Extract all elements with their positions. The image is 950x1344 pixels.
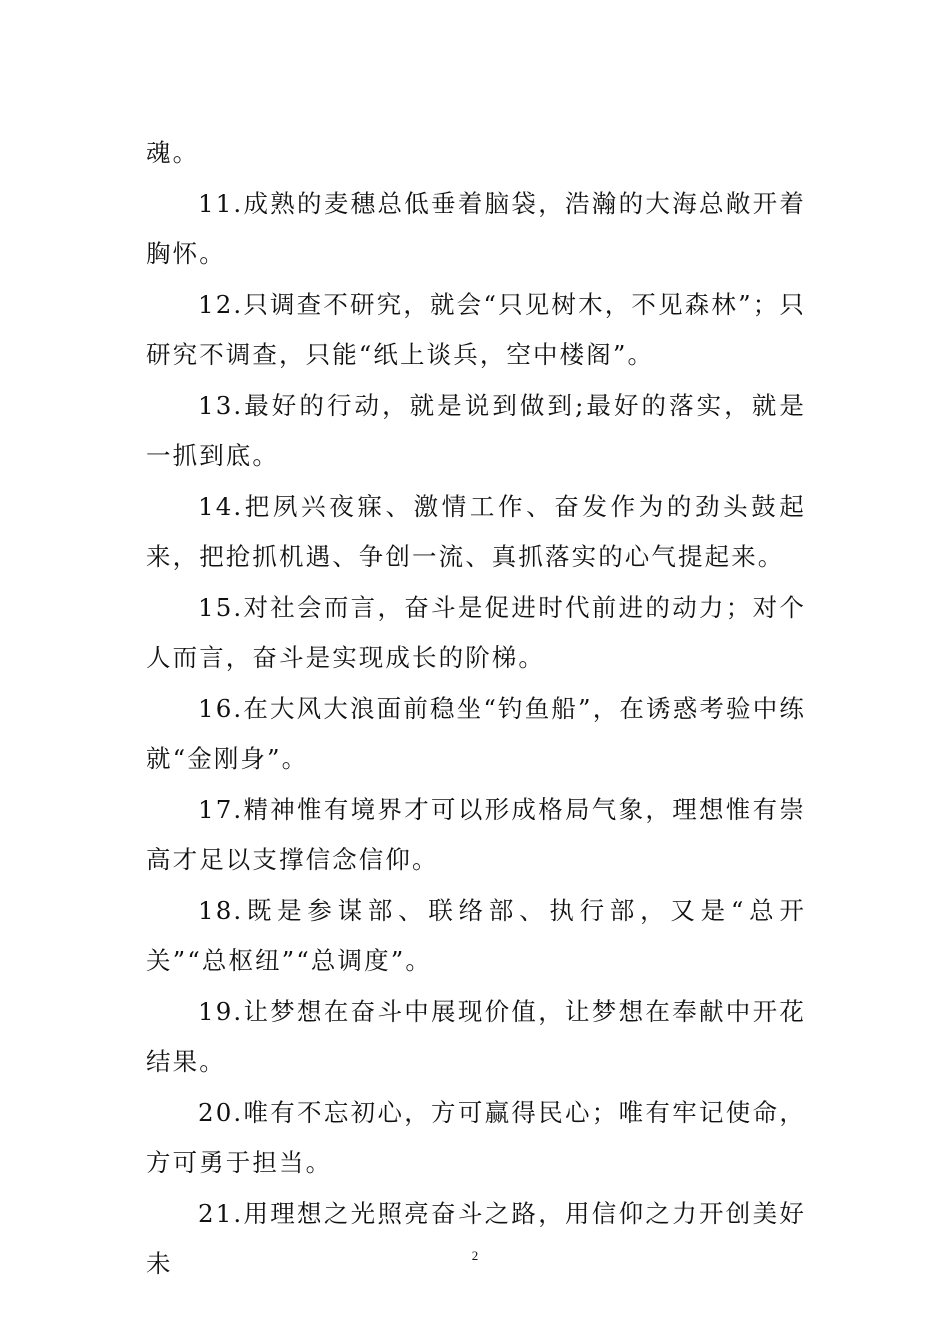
paragraph-19: 19.让梦想在奋斗中展现价值，让梦想在奉献中开花结果。 <box>146 996 806 1076</box>
paragraph-18: 18.既是参谋部、联络部、执行部，又是“总开关”“总枢纽”“总调度”。 <box>146 895 806 975</box>
paragraph-15: 15.对社会而言，奋斗是促进时代前进的动力；对个人而言，奋斗是实现成长的阶梯。 <box>146 592 806 672</box>
paragraph-20: 20.唯有不忘初心，方可赢得民心；唯有牢记使命，方可勇于担当。 <box>146 1097 806 1177</box>
body-text <box>146 128 806 1290</box>
page-number: 2 <box>471 1248 479 1263</box>
paragraph-21: 21.用理想之光照亮奋斗之路，用信仰之力开创美好未 <box>146 1198 806 1278</box>
paragraph-11: 11.成熟的麦穗总低垂着脑袋，浩瀚的大海总敞开着胸怀。 <box>146 188 806 268</box>
paragraph-13: 13.最好的行动，就是说到做到;最好的落实，就是一抓到底。 <box>146 390 806 470</box>
paragraph-12: 12.只调查不研究，就会“只见树木，不见森林”；只研究不调查，只能“纸上谈兵，空中楼阁”。 <box>146 289 806 369</box>
paragraph-16: 16.在大风大浪面前稳坐“钓鱼船”，在诱惑考验中练就“金刚身”。 <box>146 693 806 773</box>
paragraph-14: 14.把夙兴夜寐、激情工作、奋发作为的劲头鼓起来，把抢抓机遇、争创一流、真抓落实的心气提起来。 <box>146 491 806 571</box>
paragraph-continuation: 魂。 <box>146 138 200 167</box>
paragraph-17: 17.精神惟有境界才可以形成格局气象，理想惟有崇高才足以支撑信念信仰。 <box>146 794 806 874</box>
